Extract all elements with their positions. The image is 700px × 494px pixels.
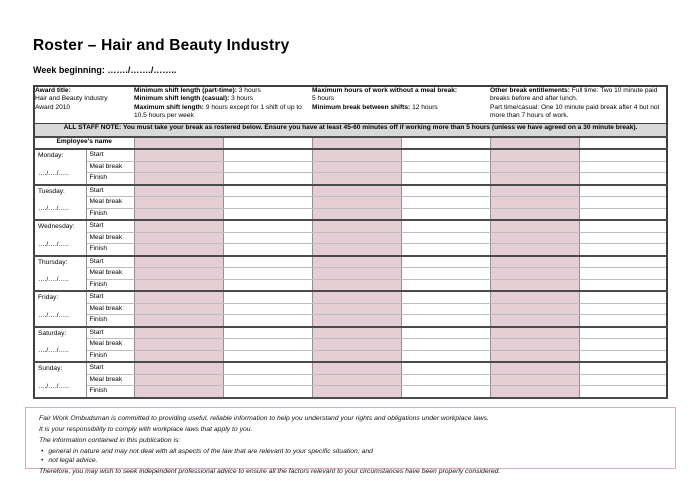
roster-row	[34, 315, 667, 327]
day-date-placeholder: …./…./…..	[38, 240, 69, 248]
roster-time-cell	[579, 244, 667, 256]
roster-time-cell	[134, 197, 223, 209]
roster-time-cell	[490, 149, 579, 161]
roster-time-cell	[579, 362, 667, 374]
roster-row	[34, 291, 667, 303]
max-shift-value: 9 hours except for 1 shift of up to 10.5 hours per week	[134, 103, 302, 119]
roster-time-cell	[312, 279, 401, 291]
day-label-cell	[34, 327, 86, 363]
shift-row-label: Finish	[86, 279, 134, 291]
award-title-line1: Hair and Beauty Industry	[35, 95, 108, 103]
roster-time-cell	[223, 374, 312, 386]
day-label-cell	[34, 362, 86, 398]
day-name: Sunday:	[38, 365, 63, 372]
roster-time-cell	[312, 173, 401, 185]
employee-name-cell	[134, 137, 223, 149]
shift-row-label: Start	[86, 256, 134, 268]
roster-row	[34, 161, 667, 173]
roster-row	[34, 327, 667, 339]
roster-time-cell	[579, 173, 667, 185]
roster-time-cell	[134, 362, 223, 374]
roster-time-cell	[490, 279, 579, 291]
roster-time-cell	[312, 149, 401, 161]
roster-time-cell	[401, 220, 490, 232]
roster-time-cell	[401, 386, 490, 398]
day-label-cell	[34, 149, 86, 185]
shift-row-label: Start	[86, 220, 134, 232]
shift-row-label: Finish	[86, 350, 134, 362]
disclaimer-bullet-1-text: general in nature and may not deal with all aspects of the law that are relevant to your specific situation; and	[48, 447, 373, 455]
roster-time-cell	[401, 197, 490, 209]
roster-time-cell	[134, 161, 223, 173]
roster-time-cell	[134, 315, 223, 327]
shift-row-label: Meal break	[86, 339, 134, 351]
min-shift-casual-label: Minimum shift length (casual):	[134, 95, 230, 103]
disclaimer-line-1: Fair Work Ombudsman is committed to providing useful, reliable information to help you understand your rights and obligations under workplace laws.	[39, 415, 489, 422]
roster-time-cell	[401, 256, 490, 268]
disclaimer-box	[25, 407, 676, 476]
day-name: Tuesday:	[38, 187, 65, 195]
roster-time-cell	[490, 208, 579, 220]
roster-body	[34, 149, 667, 398]
roster-time-cell	[312, 268, 401, 280]
roster-time-cell	[401, 208, 490, 220]
roster-time-cell	[134, 386, 223, 398]
roster-row	[34, 303, 667, 315]
roster-time-cell	[490, 185, 579, 197]
roster-time-cell	[401, 149, 490, 161]
roster-time-cell	[490, 173, 579, 185]
shift-row-label: Finish	[86, 386, 134, 398]
roster-row	[34, 185, 667, 197]
min-break-between-shifts-label: Minimum break between shifts:	[312, 103, 411, 111]
roster-time-cell	[490, 374, 579, 386]
roster-time-cell	[223, 268, 312, 280]
day-date-placeholder: …./…./…..	[38, 276, 69, 283]
roster-time-cell	[312, 185, 401, 197]
roster-time-cell	[401, 350, 490, 362]
min-shift-casual-value: 3 hours	[229, 95, 254, 103]
shift-row-label: Finish	[86, 208, 134, 220]
roster-time-cell	[579, 220, 667, 232]
roster-time-cell	[401, 161, 490, 173]
roster-time-cell	[223, 161, 312, 173]
day-label-cell	[34, 185, 86, 221]
roster-time-cell	[401, 327, 490, 339]
shift-row-label: Finish	[86, 173, 134, 185]
roster-time-cell	[312, 161, 401, 173]
roster-time-cell	[312, 244, 401, 256]
employee-name-row	[34, 137, 667, 149]
day-name: Monday:	[38, 152, 64, 159]
roster-time-cell	[134, 303, 223, 315]
max-shift-label: Maximum shift length:	[134, 103, 204, 111]
roster-time-cell	[401, 279, 490, 291]
roster-row	[34, 220, 667, 232]
award-title-label: Award title:	[35, 87, 71, 94]
roster-time-cell	[579, 315, 667, 327]
shift-row-label: Meal break	[86, 161, 134, 173]
roster-time-cell	[223, 303, 312, 315]
roster-time-cell	[134, 256, 223, 268]
bullet-icon: •	[41, 447, 44, 455]
page-title: Roster – Hair and Beauty Industry	[33, 37, 290, 54]
roster-time-cell	[312, 327, 401, 339]
roster-time-cell	[223, 173, 312, 185]
roster-time-cell	[579, 208, 667, 220]
employee-name-cell	[490, 137, 579, 149]
roster-row	[34, 244, 667, 256]
roster-row	[34, 268, 667, 280]
roster-time-cell	[312, 256, 401, 268]
roster-row	[34, 374, 667, 386]
disclaimer-closing: Therefore, you may wish to seek independent professional advice to ensure all the factors relevant to your circumstances have been properly considered.	[39, 468, 501, 476]
day-name: Saturday:	[38, 329, 67, 337]
roster-time-cell	[134, 220, 223, 232]
shift-row-label: Finish	[86, 244, 134, 256]
roster-time-cell	[401, 268, 490, 280]
award-title-cell	[34, 86, 134, 123]
disclaimer-bullet-1	[41, 448, 662, 456]
bullet-icon: •	[41, 457, 44, 465]
roster-time-cell	[312, 374, 401, 386]
day-date-placeholder: …./…./…..	[38, 347, 69, 354]
max-hours-no-break-value: 5 hours	[312, 95, 335, 103]
employee-name-header: Employee’s name	[34, 137, 134, 149]
roster-time-cell	[134, 185, 223, 197]
day-date-placeholder: …./…./…..	[38, 311, 69, 319]
employee-name-cell	[312, 137, 401, 149]
staff-note-row	[34, 123, 667, 137]
roster-row	[34, 279, 667, 291]
roster-time-cell	[223, 362, 312, 374]
other-entitlements-fulltime: Full time: Two 10 minute paid breaks before and after lunch.	[490, 87, 658, 103]
roster-time-cell	[312, 220, 401, 232]
roster-time-cell	[579, 350, 667, 362]
day-name: Wednesday:	[38, 223, 75, 230]
day-label-cell	[34, 220, 86, 256]
roster-row	[34, 208, 667, 220]
roster-time-cell	[312, 303, 401, 315]
roster-time-cell	[134, 149, 223, 161]
day-date-placeholder: …./…./…..	[38, 205, 69, 212]
employee-name-cell	[223, 137, 312, 149]
disclaimer-line-3: The information contained in this publication is:	[39, 436, 181, 444]
roster-time-cell	[401, 374, 490, 386]
roster-time-cell	[401, 291, 490, 303]
roster-time-cell	[312, 339, 401, 351]
roster-time-cell	[579, 185, 667, 197]
roster-time-cell	[134, 291, 223, 303]
shift-row-label: Meal break	[86, 303, 134, 315]
shift-row-label: Meal break	[86, 232, 134, 244]
roster-time-cell	[312, 386, 401, 398]
roster-time-cell	[223, 220, 312, 232]
roster-time-cell	[223, 208, 312, 220]
roster-time-cell	[223, 185, 312, 197]
roster-time-cell	[401, 244, 490, 256]
roster-time-cell	[490, 244, 579, 256]
shift-row-label: Meal break	[86, 268, 134, 280]
roster-time-cell	[223, 350, 312, 362]
shift-row-label: Meal break	[86, 374, 134, 386]
roster-time-cell	[401, 173, 490, 185]
roster-time-cell	[490, 268, 579, 280]
roster-time-cell	[134, 339, 223, 351]
roster-time-cell	[223, 244, 312, 256]
roster-time-cell	[134, 244, 223, 256]
roster-time-cell	[579, 232, 667, 244]
shift-row-label: Meal break	[86, 197, 134, 209]
shift-row-label: Start	[86, 149, 134, 161]
day-name: Thursday:	[38, 258, 68, 266]
roster-time-cell	[401, 232, 490, 244]
shift-row-label: Start	[86, 327, 134, 339]
roster-row	[34, 386, 667, 398]
employee-name-cell	[401, 137, 490, 149]
roster-time-cell	[134, 268, 223, 280]
roster-time-cell	[401, 303, 490, 315]
roster-time-cell	[223, 327, 312, 339]
roster-time-cell	[490, 315, 579, 327]
roster-time-cell	[134, 327, 223, 339]
award-info-row	[34, 86, 667, 123]
other-entitlements-cell	[490, 86, 667, 123]
meal-break-cell	[312, 86, 490, 123]
roster-time-cell	[401, 339, 490, 351]
roster-time-cell	[223, 256, 312, 268]
roster-time-cell	[312, 362, 401, 374]
roster-row	[34, 339, 667, 351]
roster-time-cell	[490, 350, 579, 362]
roster-time-cell	[490, 327, 579, 339]
roster-time-cell	[490, 386, 579, 398]
roster-time-cell	[223, 232, 312, 244]
roster-time-cell	[490, 303, 579, 315]
roster-time-cell	[490, 362, 579, 374]
award-title-line2: Award 2010	[35, 103, 71, 111]
roster-time-cell	[490, 232, 579, 244]
roster-row	[34, 362, 667, 374]
roster-time-cell	[401, 362, 490, 374]
roster-time-cell	[579, 303, 667, 315]
shift-row-label: Finish	[86, 315, 134, 327]
roster-time-cell	[223, 197, 312, 209]
roster-time-cell	[490, 220, 579, 232]
roster-time-cell	[579, 279, 667, 291]
min-shift-parttime-value: 3 hours	[236, 87, 261, 94]
staff-note-text: ALL STAFF NOTE: You must take your break as rostered below. Ensure you have at least 45-60 minutes off if working more than 5 hours (unless we have agreed on a 30 minute break).	[34, 123, 667, 137]
shift-length-cell	[134, 86, 312, 123]
roster-time-cell	[223, 339, 312, 351]
roster-time-cell	[490, 339, 579, 351]
day-name: Friday:	[38, 294, 59, 301]
disclaimer-bullet-2-text: not legal advice.	[48, 457, 98, 465]
roster-time-cell	[579, 374, 667, 386]
disclaimer-line-2: It is your responsibility to comply with workplace laws that apply to you.	[39, 425, 253, 433]
roster-row	[34, 350, 667, 362]
roster-time-cell	[579, 327, 667, 339]
roster-time-cell	[401, 185, 490, 197]
day-label-cell	[34, 291, 86, 327]
roster-time-cell	[579, 149, 667, 161]
roster-row	[34, 173, 667, 185]
roster-time-cell	[490, 161, 579, 173]
roster-time-cell	[223, 149, 312, 161]
employee-name-cell	[579, 137, 667, 149]
day-label-cell	[34, 256, 86, 292]
roster-time-cell	[312, 208, 401, 220]
roster-time-cell	[134, 232, 223, 244]
shift-row-label: Start	[86, 291, 134, 303]
roster-time-cell	[490, 291, 579, 303]
roster-time-cell	[579, 291, 667, 303]
roster-time-cell	[579, 268, 667, 280]
roster-time-cell	[223, 315, 312, 327]
roster-time-cell	[134, 374, 223, 386]
shift-row-label: Start	[86, 362, 134, 374]
roster-time-cell	[579, 197, 667, 209]
max-hours-no-break-label: Maximum hours of work without a meal break:	[312, 87, 458, 94]
week-beginning-label: Week beginning: ……./……./……..	[33, 65, 177, 75]
roster-time-cell	[134, 208, 223, 220]
day-date-placeholder: …./…./…..	[38, 382, 69, 390]
day-date-placeholder: …./…./…..	[38, 169, 69, 177]
roster-time-cell	[579, 161, 667, 173]
disclaimer-bullet-2	[41, 457, 662, 465]
roster-time-cell	[401, 315, 490, 327]
roster-time-cell	[312, 232, 401, 244]
roster-time-cell	[223, 279, 312, 291]
min-shift-parttime-label: Minimum shift length (part-time):	[134, 87, 237, 94]
roster-time-cell	[579, 386, 667, 398]
roster-time-cell	[134, 173, 223, 185]
shift-row-label: Start	[86, 185, 134, 197]
roster-time-cell	[223, 386, 312, 398]
roster-row	[34, 232, 667, 244]
roster-time-cell	[134, 279, 223, 291]
roster-time-cell	[312, 291, 401, 303]
min-break-between-shifts-value: 12 hours	[410, 103, 438, 111]
roster-time-cell	[223, 291, 312, 303]
roster-time-cell	[490, 197, 579, 209]
roster-row	[34, 149, 667, 161]
roster-time-cell	[579, 339, 667, 351]
roster-row	[34, 197, 667, 209]
other-entitlements-parttime: Part time/casual: One 10 minute paid break after 4 but not more than 7 hours of work.	[490, 103, 660, 119]
roster-time-cell	[312, 197, 401, 209]
roster-time-cell	[579, 256, 667, 268]
roster-time-cell	[312, 350, 401, 362]
other-entitlements-label: Other break entitlements:	[490, 87, 570, 94]
roster-time-cell	[490, 256, 579, 268]
roster-time-cell	[312, 315, 401, 327]
roster-table	[33, 85, 668, 399]
roster-time-cell	[134, 350, 223, 362]
roster-row	[34, 256, 667, 268]
